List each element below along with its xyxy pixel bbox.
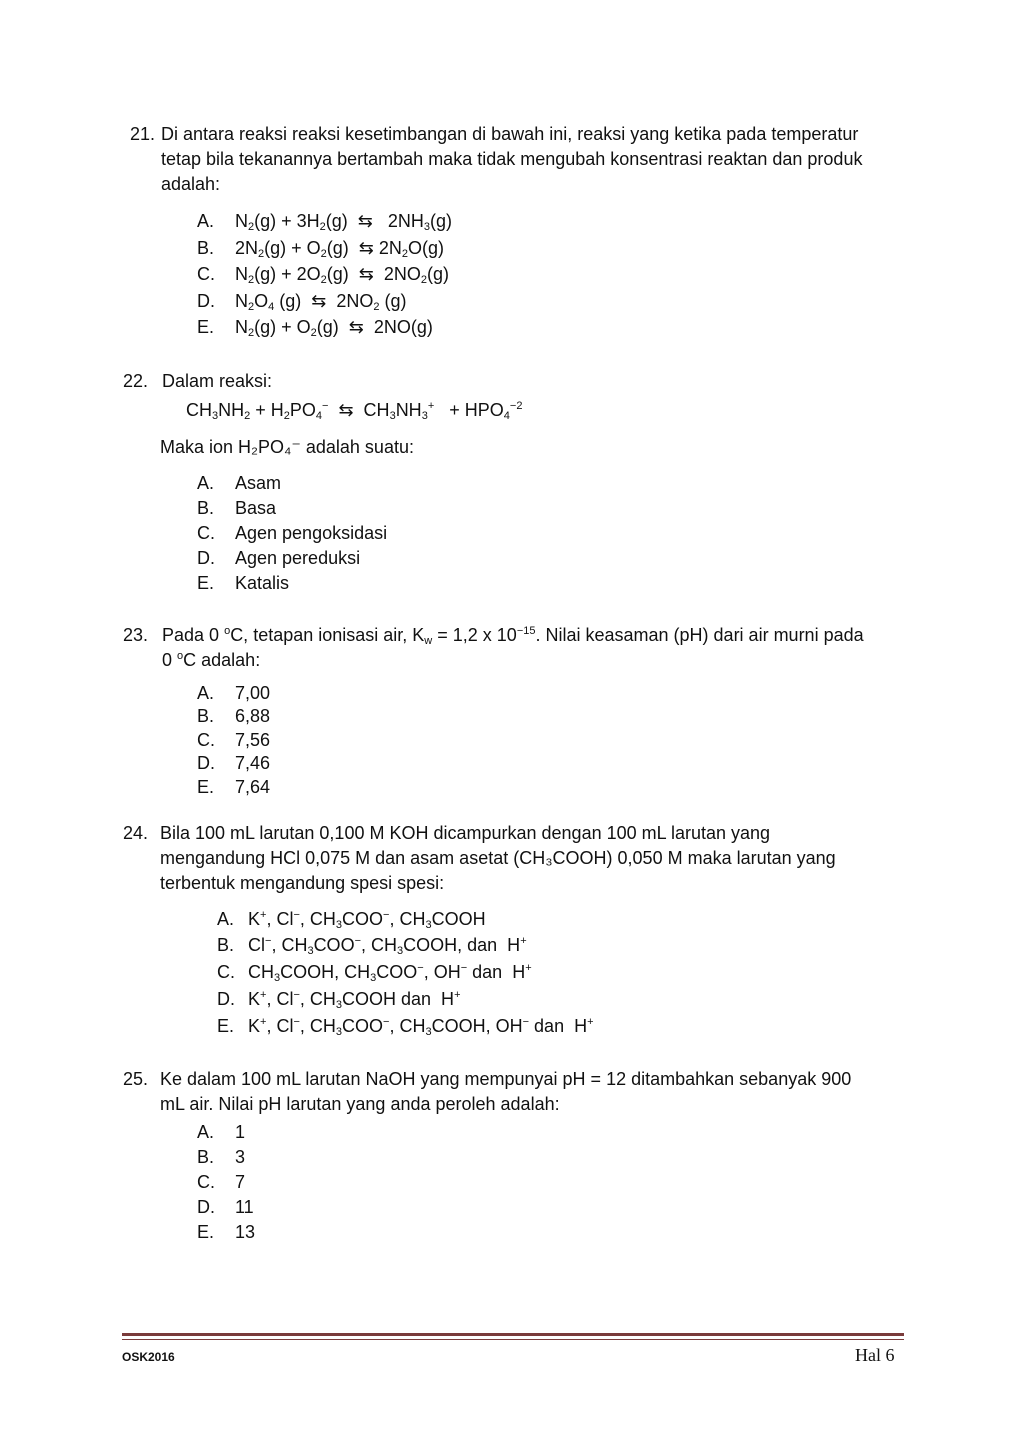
q23-option-e: E. 7,64 <box>197 777 271 797</box>
q22-option-b: B. Basa <box>197 498 277 518</box>
footer-page-number: Hal 6 <box>855 1345 895 1365</box>
q25-option-e: E. 13 <box>197 1222 256 1242</box>
footer-rule-thick <box>122 1333 904 1336</box>
q22-question: Maka ion H₂PO₄⁻ adalah suatu: <box>160 437 414 457</box>
q25-option-a: A. 1 <box>197 1122 246 1142</box>
q23-line-1: Pada 0 $^o$C, tetapan ionisasi air, $K_w = 1,2$ x $10^{-15}$. Nilai keasaman (pH) dari air murni pada <box>162 625 864 647</box>
q24-line-2: mengandung HCl 0,075 M dan asam asetat (CH₃COOH) 0,050 M maka larutan yang <box>160 848 836 868</box>
q21-option-b: B. $2N_2(g) + O_2(g)$ ⇆ $2N_2O(g)$ <box>197 238 444 260</box>
q24-option-c: C. $CH_3COOH$, $CH_3COO^-$, OH− dan H+ <box>217 962 532 984</box>
q23-option-b: B. 6,88 <box>197 706 271 726</box>
q21-option-a: A. $N_2(g) + 3H_2(g)$ ⇆ $2NH_3(g)$ <box>197 211 453 233</box>
q22-option-d: D. Agen pereduksi <box>197 548 361 568</box>
footer-exam-code: OSK2016 <box>122 1350 175 1364</box>
q25-line-2: mL air. Nilai pH larutan yang anda peroleh adalah: <box>160 1094 560 1114</box>
q21-line-3: adalah: <box>161 174 221 194</box>
q21-option-e: E. $N_2(g) + O_2(g)$ ⇆ 2NO(g) <box>197 317 433 339</box>
q24-option-e: E. K+, Cl−, $CH_3COO^-$, $CH_3COOH$, OH− dan H+ <box>217 1016 594 1038</box>
q24-option-a: A. K+, Cl−, $CH_3COO^-$, $CH_3COOH$ <box>217 909 486 931</box>
q25-option-d: D. 11 <box>197 1197 254 1217</box>
q24-line-1: Bila 100 mL larutan 0,100 M KOH dicampurkan dengan 100 mL larutan yang <box>160 823 771 843</box>
q21-number: 21. <box>130 124 156 144</box>
q23-option-a: A. 7,00 <box>197 683 271 703</box>
q22-option-a: A. Asam <box>197 473 282 493</box>
q22-intro: Dalam reaksi: <box>162 371 273 391</box>
q25-option-c: C. 7 <box>197 1172 246 1192</box>
q23-number: 23. <box>123 625 149 645</box>
footer-rule-thin <box>122 1339 904 1340</box>
q25-option-b: B. 3 <box>197 1147 246 1167</box>
q23-line-2: 0 $^o$C adalah: <box>162 650 261 670</box>
q21-option-d: D. $N_2O_4$ (g) ⇆ $2NO_2$ (g) <box>197 291 407 313</box>
q24-option-b: B. Cl−, $CH_3COO^-$, $CH_3COOH$, dan H+ <box>217 935 527 957</box>
q21-line-1: Di antara reaksi reaksi kesetimbangan di bawah ini, reaksi yang ketika pada temperatur <box>161 124 859 144</box>
q22-reaction-equation: $CH_3NH_2 + H_2PO_4^-$ ⇆ $CH_3NH_3^+ + HPO_4^{-2}$ <box>186 400 523 422</box>
q23-option-c: C. 7,56 <box>197 730 271 750</box>
q22-option-e: E. Katalis <box>197 573 290 593</box>
q21-option-c: C. $N_2(g) + 2O_2(g)$ ⇆ $2NO_2(g)$ <box>197 264 450 286</box>
q22-number: 22. <box>123 371 149 391</box>
q21-line-2: tetap bila tekanannya bertambah maka tidak mengubah konsentrasi reaktan dan produk <box>161 149 863 169</box>
q24-number: 24. <box>123 823 149 843</box>
q25-line-1: Ke dalam 100 mL larutan NaOH yang mempunyai pH = 12 ditambahkan sebanyak 900 <box>160 1069 852 1089</box>
q24-option-d: D. K+, Cl−, $CH_3COOH$ dan H+ <box>217 989 461 1011</box>
q23-option-d: D. 7,46 <box>197 753 271 773</box>
q25-number: 25. <box>123 1069 149 1089</box>
q22-option-c: C. Agen pengoksidasi <box>197 523 388 543</box>
q24-line-3: terbentuk mengandung spesi spesi: <box>160 873 445 893</box>
